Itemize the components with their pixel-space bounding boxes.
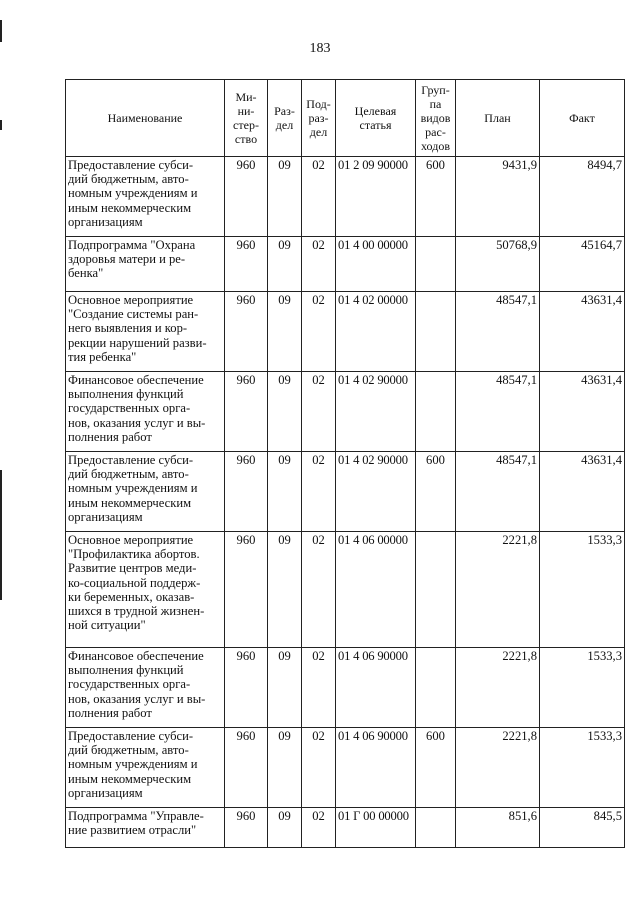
scan-edge-mark bbox=[0, 470, 2, 600]
header-expense-group: Груп- па видов рас- ходов bbox=[416, 80, 456, 157]
row-fact: 8494,7 bbox=[540, 157, 625, 237]
table-row bbox=[66, 648, 625, 728]
row-expense-group bbox=[416, 292, 456, 372]
row-ministry: 960 bbox=[225, 157, 268, 237]
table-row bbox=[66, 237, 625, 292]
row-section: 09 bbox=[268, 372, 302, 452]
row-name: Предоставление субси- дий бюджетным, авто- номным учреждениям и иным некоммерческим организациям bbox=[66, 452, 225, 532]
row-plan: 2221,8 bbox=[456, 532, 540, 648]
header-article: Целевая статья bbox=[336, 80, 416, 157]
row-section: 09 bbox=[268, 808, 302, 848]
row-subsection: 02 bbox=[302, 157, 336, 237]
row-fact: 1533,3 bbox=[540, 532, 625, 648]
row-fact: 1533,3 bbox=[540, 648, 625, 728]
row-expense-group bbox=[416, 648, 456, 728]
row-ministry: 960 bbox=[225, 237, 268, 292]
row-article: 01 Г 00 00000 bbox=[336, 808, 416, 848]
table-row bbox=[66, 532, 625, 648]
row-section: 09 bbox=[268, 157, 302, 237]
row-article: 01 4 06 00000 bbox=[336, 532, 416, 648]
row-ministry: 960 bbox=[225, 292, 268, 372]
row-name: Предоставление субси- дий бюджетным, авто- номным учреждениям и иным некоммерческим организациям bbox=[66, 157, 225, 237]
row-plan: 50768,9 bbox=[456, 237, 540, 292]
row-expense-group: 600 bbox=[416, 728, 456, 808]
row-plan: 9431,9 bbox=[456, 157, 540, 237]
row-subsection: 02 bbox=[302, 728, 336, 808]
budget-table bbox=[65, 79, 625, 848]
row-section: 09 bbox=[268, 237, 302, 292]
row-article: 01 4 06 90000 bbox=[336, 648, 416, 728]
row-section: 09 bbox=[268, 292, 302, 372]
row-subsection: 02 bbox=[302, 237, 336, 292]
row-fact: 45164,7 bbox=[540, 237, 625, 292]
row-plan: 2221,8 bbox=[456, 728, 540, 808]
row-article: 01 2 09 90000 bbox=[336, 157, 416, 237]
row-subsection: 02 bbox=[302, 648, 336, 728]
row-name: Предоставление субси- дий бюджетным, авто- номным учреждениям и иным некоммерческим организациям bbox=[66, 728, 225, 808]
row-plan: 48547,1 bbox=[456, 452, 540, 532]
row-section: 09 bbox=[268, 532, 302, 648]
row-article: 01 4 02 00000 bbox=[336, 292, 416, 372]
header-subsection: Под- раз- дел bbox=[302, 80, 336, 157]
table-row bbox=[66, 157, 625, 237]
table-row bbox=[66, 372, 625, 452]
row-section: 09 bbox=[268, 452, 302, 532]
row-expense-group bbox=[416, 808, 456, 848]
row-subsection: 02 bbox=[302, 808, 336, 848]
row-plan: 48547,1 bbox=[456, 372, 540, 452]
header-fact: Факт bbox=[540, 80, 625, 157]
header-ministry: Ми- ни- стер- ство bbox=[225, 80, 268, 157]
row-plan: 851,6 bbox=[456, 808, 540, 848]
row-name: Финансовое обеспечение выполнения функций государственных орга- нов, оказания услуг и вы- полнения работ bbox=[66, 648, 225, 728]
row-article: 01 4 06 90000 bbox=[336, 728, 416, 808]
row-fact: 43631,4 bbox=[540, 372, 625, 452]
row-expense-group bbox=[416, 237, 456, 292]
row-ministry: 960 bbox=[225, 728, 268, 808]
row-subsection: 02 bbox=[302, 452, 336, 532]
table-row bbox=[66, 452, 625, 532]
row-ministry: 960 bbox=[225, 372, 268, 452]
row-expense-group bbox=[416, 532, 456, 648]
row-name: Основное мероприятие "Профилактика абортов. Развитие центров меди- ко-социальной поддерж- ки беременных, оказав- шихся в трудной жизнен- ной ситуации" bbox=[66, 532, 225, 648]
row-section: 09 bbox=[268, 728, 302, 808]
row-ministry: 960 bbox=[225, 532, 268, 648]
header-section: Раз- дел bbox=[268, 80, 302, 157]
header-plan: План bbox=[456, 80, 540, 157]
row-fact: 43631,4 bbox=[540, 292, 625, 372]
row-subsection: 02 bbox=[302, 292, 336, 372]
row-subsection: 02 bbox=[302, 372, 336, 452]
scan-edge-mark bbox=[0, 120, 2, 130]
row-expense-group: 600 bbox=[416, 157, 456, 237]
row-fact: 1533,3 bbox=[540, 728, 625, 808]
table-header-row bbox=[66, 80, 625, 157]
row-article: 01 4 02 90000 bbox=[336, 452, 416, 532]
scan-edge-mark bbox=[0, 20, 2, 42]
table-row bbox=[66, 728, 625, 808]
row-expense-group: 600 bbox=[416, 452, 456, 532]
row-fact: 43631,4 bbox=[540, 452, 625, 532]
row-name: Финансовое обеспечение выполнения функций государственных орга- нов, оказания услуг и вы- полнения работ bbox=[66, 372, 225, 452]
row-ministry: 960 bbox=[225, 452, 268, 532]
row-name: Основное мероприятие "Создание системы ран- него выявления и кор- рекции нарушений разви- тия ребенка" bbox=[66, 292, 225, 372]
row-expense-group bbox=[416, 372, 456, 452]
row-plan: 2221,8 bbox=[456, 648, 540, 728]
page-number: 183 bbox=[309, 41, 331, 56]
row-ministry: 960 bbox=[225, 648, 268, 728]
row-name: Подпрограмма "Охрана здоровья матери и ре- бенка" bbox=[66, 237, 225, 292]
row-fact: 845,5 bbox=[540, 808, 625, 848]
table-row bbox=[66, 292, 625, 372]
table-row bbox=[66, 808, 625, 848]
row-name: Подпрограмма "Управле- ние развитием отрасли" bbox=[66, 808, 225, 848]
row-plan: 48547,1 bbox=[456, 292, 540, 372]
row-section: 09 bbox=[268, 648, 302, 728]
row-article: 01 4 00 00000 bbox=[336, 237, 416, 292]
header-name: Наименование bbox=[66, 80, 225, 157]
row-subsection: 02 bbox=[302, 532, 336, 648]
row-article: 01 4 02 90000 bbox=[336, 372, 416, 452]
row-ministry: 960 bbox=[225, 808, 268, 848]
